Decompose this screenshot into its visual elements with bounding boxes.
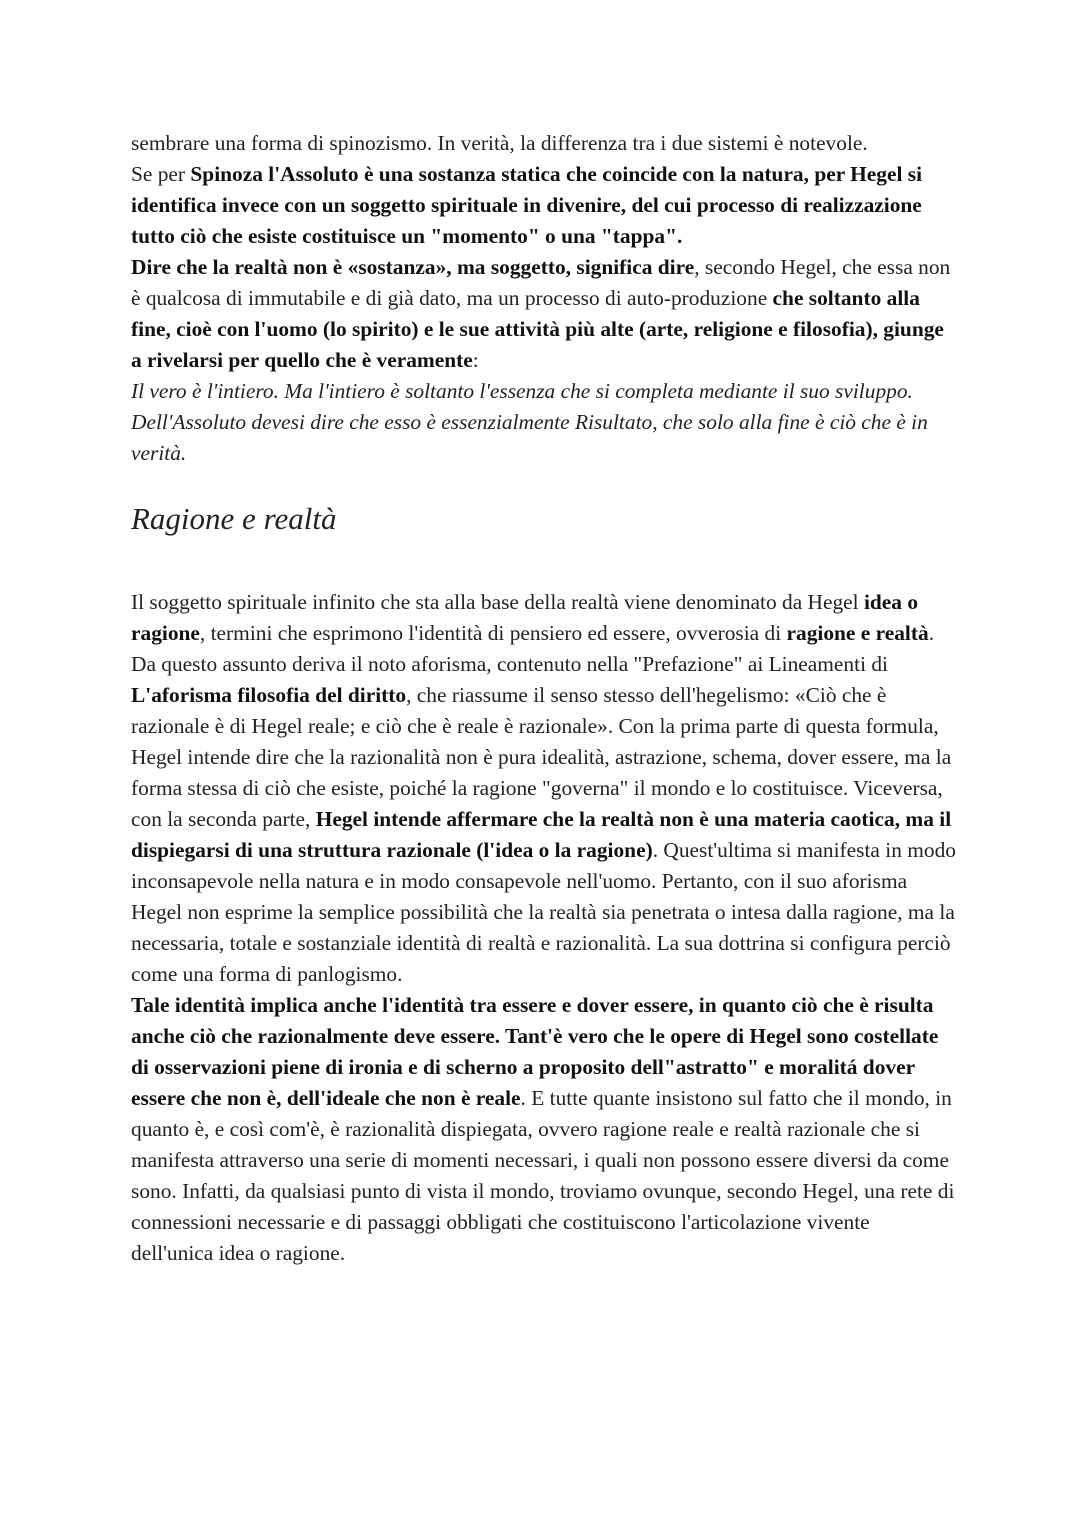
spinoza-hegel-bold: Spinoza l'Assoluto è una sostanza statica che coincide con la natura, per Hegel si identifica invece con un soggetto spirituale in divenire, del cui processo di realizzazione tutto ciò che esiste costituisce un "momento" o una "tappa". — [131, 162, 923, 248]
identita-bold: Tale identità implica anche l'identità tra essere e dover essere, in quanto ciò che è risulta anche ciò che razionalmente deve essere. Tant'è vero che le opere di Hegel sono costellate di osservazioni piene di ironia e di scherno a proposito dell"astratto" e moralitá dover essere che non è, dell'ideale che non è reale — [131, 993, 939, 1110]
realta-soggetto-bold: Dire che la realtà non è «sostanza», ma soggetto, significa dire — [131, 255, 695, 279]
spirito-bold: che soltanto alla fine, cioè con l'uomo (lo spirito) e le sue attività più alte (arte, religione e filosofia), giunge a rivelarsi per quello che è veramente — [131, 286, 944, 372]
ragione-realta-bold: ragione e realtà — [786, 621, 929, 645]
document-page — [131, 128, 956, 1269]
aforisma-bold: L'aforisma filosofia del diritto — [131, 683, 407, 707]
hegel-quote: Il vero è l'intiero. Ma l'intiero è soltanto l'essenza che si completa mediante il suo sviluppo. Dell'Assoluto devesi dire che esso è essenzialmente Risultato, che solo alla fine è ciò che è in verità. — [131, 379, 928, 465]
section-heading: Ragione e realtà — [131, 501, 337, 536]
hegel-affermare-bold: Hegel intende affermare che la realtà non è una materia caotica, ma il dispiegarsi di una struttura razionale (l'idea o la ragione) — [131, 807, 952, 862]
idea-ragione-bold: idea o ragione — [131, 590, 919, 645]
intro-paragraph: sembrare una forma di spinozismo. In verità, la differenza tra i due sistemi è notevole. Se per Spinoza l'Assoluto è una sostanza statica che coincide con la natura, per Hegel si identifica invece con un soggetto spirituale in divenire, del cui processo di realizzazione tutto ciò che esiste costituisce un "momento" o una "tappa". Dire che la realtà non è «sostanza», ma soggetto, significa dire, secondo Hegel, che essa non è qualcosa di immutabile e di già dato, ma un processo di auto-produzione che soltanto alla fine, cioè con l'uomo (lo spirito) e le sue attività più alte (arte, religione e filosofia), giunge a rivelarsi per quello che è veramente: Il vero è l'intiero. Ma l'intiero è soltanto l'essenza che si completa mediante il suo sviluppo. Dell'Assoluto devesi dire che esso è essenzialmente Risultato, che solo alla fine è ciò che è in verità. — [131, 131, 951, 465]
realta-text: , secondo Hegel, che essa non è qualcosa di immutabile e di già dato, ma un processo di auto-produzione — [131, 255, 951, 310]
ragione-paragraph: Il soggetto spirituale infinito che sta alla base della realtà viene denominato da Hegel idea o ragione, termini che esprimono l'identità di pensiero ed essere, ovverosia di ragione e realtà. Da questo assunto deriva il noto aforisma, contenuto nella "Prefazione" ai Lineamenti di L'aforisma filosofia del diritto, che riassume il senso stesso dell'hegelismo: «Ciò che è razionale è di Hegel reale; e ciò che è reale è razionale». Con la prima parte di questa formula, Hegel intende dire che la razionalità non è pura idealità, astrazione, schema, dover essere, ma la forma stessa di ciò che esiste, poiché la ragione "governa" il mondo e lo costituisce. Viceversa, con la seconda parte, Hegel intende affermare che la realtà non è una materia caotica, ma il dispiegarsi di una struttura razionale (l'idea o la ragione). Quest'ultima si manifesta in modo inconsapevole nella natura e in modo consapevole nell'uomo. Pertanto, con il suo aforisma Hegel non esprime la semplice possibilità che la realtà sia penetrata o intesa dalla ragione, ma la necessaria, totale e sostanziale identità di realtà e razionalità. La sua dottrina si configura perciò come una forma di panlogismo. Tale identità implica anche l'identità tra essere e dover essere, in quanto ciò che è risulta anche ciò che razionalmente deve essere. Tant'è vero che le opere di Hegel sono costellate di osservazioni piene di ironia e di scherno a proposito dell"astratto" e moralitá dover essere che non è, dell'ideale che non è reale. E tutte quante insistono sul fatto che il mondo, in quanto è, e così com'è, è razionalità dispiegata, ovvero ragione reale e realtà razionale che si manifesta attraverso una serie di momenti necessari, i quali non possono essere diversi da come sono. Infatti, da qualsiasi punto di vista il mondo, troviamo ovunque, secondo Hegel, una rete di connessioni necessarie e di passaggi obbligati che costituiscono l'articolazione vivente dell'unica idea o ragione. — [131, 590, 956, 1265]
intro-text: Se per — [131, 162, 191, 186]
spacer — [131, 539, 956, 587]
intro-line: sembrare una forma di spinozismo. In verità, la differenza tra i due sistemi è notevole. — [131, 131, 868, 155]
